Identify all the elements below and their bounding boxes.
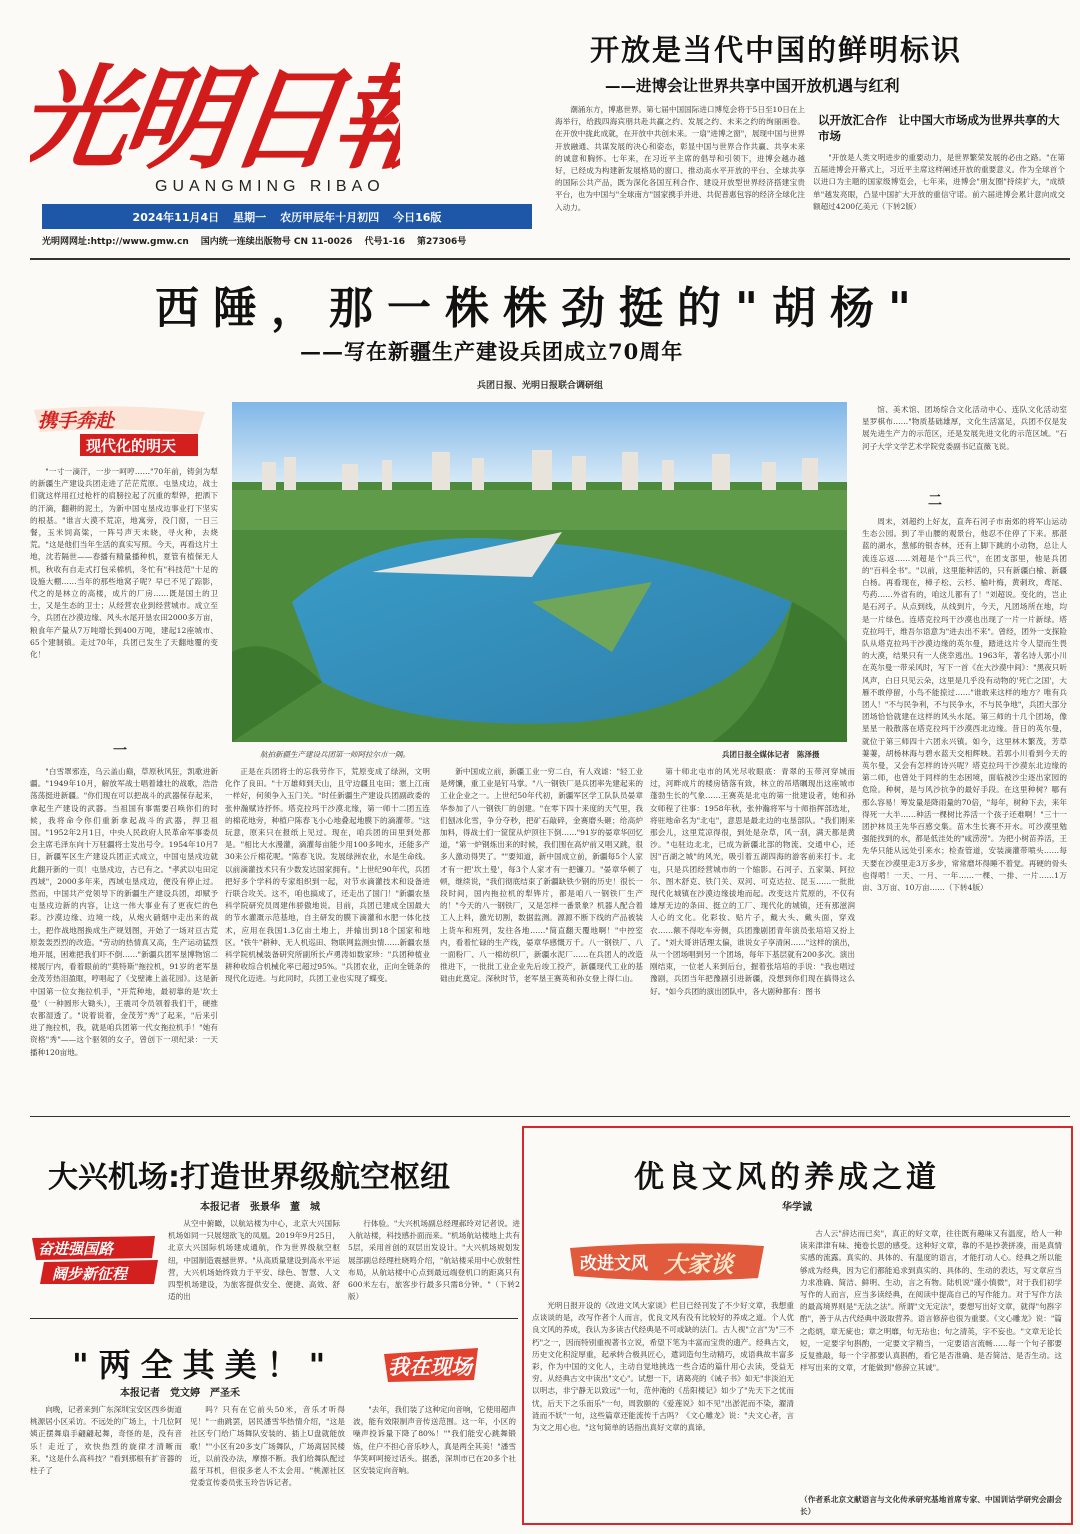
feature-column-e2 [862,516,1067,1104]
photo-caption: 航拍新疆生产建设兵团第一师阿拉尔市一隅。 [260,750,410,759]
feature-body-d: 第十师北屯市的风光尽收眼底：青翠的玉带河穿城而过，河畔成片的楼房错落有致，林立的吊塔瞩现出这座城市蓬勃生长的气象……王赛英是北屯的第一批建设者，她和孙女师程了往事：1958年秋，张仲瀚将军与十师指挥部选址，将驻地命名为"北屯"，意思是最北边的屯垦部队。"我们刚来那会儿，这里荒凉得很，到处是杂草，风一刮，满天都是黄沙。"屯驻边北北，已成为新疆北部的物流、交通中心，还因"百湖之城"的风光，吸引着五湖四海的游客前来打卡。北屯，只是兵团经营城市的一个缩影。石河子、五家渠、阿拉尔、图木舒克、铁门关、双河、可克达拉、昆玉……一批批现代化城镇在沙漠边缘拔地而起。改变这片荒原的，不仅有雄厚无边的条田、挺立的工厂、现代化的城镇，还有那滋润人心的文化。化彩妆、贴片子，戴大头、戴头面，穿戏衣……额不得吃车旁侧，兵团豫剧团青年演员张培培又扮上了。"刘大哥讲话理太偏，谁说女子享清闲……"这样的演出，从一个团场唱到另一个团场，每年下基层就有200多次。演出刚结束，一位老人来到后台，握着张培培的手说："我也唱过豫剧，兵团当年把豫剧引进新疆，没想到你们现在搞得这么好。"如今兵团的演出团队中，各大剧种都有：图书 [650,767,855,996]
issue-weekday: 星期一 [233,210,267,224]
section-two-marker: 二 [928,493,942,509]
masthead-pinyin: GUANGMING RIBAO [155,178,385,195]
lead-body-2: "开放是人类文明进步的重要动力，是世界繁荣发展的必由之路。"在第五届进博会开幕式上，习近平主席这样阐述开放的重要意义。作为全球首个以进口为主题的国家级博览会，七年来，进博会"朋友圈"持续扩大，"成绩单"越发亮眼，凸显中国扩大开放的重信守诺。前六届进博会累计意向成交额超过4200亿美元（下转2版） [813,153,1065,211]
feature-body-a2: "白雪罩邪连，乌云盖山巅，草原秋风狂，凯歌进新疆。"1949年10月，解放军战士唱着雄壮的战歌，浩浩荡荡挺进新疆。"你们现在可以把战斗的武器保存起来，拿起生产建设的武器。当祖国有事需要召唤你们的时候，我将命令你们重新拿起战斗的武器，捍卫祖国。"1952年2月1日，中央人民政府人民革命军事委员会主席毛泽东向十万驻疆将士发出号令。1954年10月7日，新疆军区生产建设兵团正式成立，中国屯垦戍边就此翻开新的一页！屯垦戍边，古已有之。"孝武以屯田定西域"，2000多年来，西域屯垦戍边，便没有停止过。然而，中国共产党领导下的新疆生产建设兵团，却赋予屯垦戍边新的内容，让这一伟大事业有了更夜烂的色彩。沙漠边缘、边境一线，从炮火硝烟中走出来的战士，把作战地图换成生产规划图，开始了一场对亘古荒原轰轰烈烈的改造。"劳动的热情真又高，生产运动猛烈地开展，困难把我们吓不倒……"新疆兵团军垦博物馆二楼展厅内，看着眼前的"莫特斯"拖拉机，91岁的老军垦金茂芳热泪盈眶，哼唱起了《戈壁滩上盖花园》。这是新中国第一位女拖拉机手，"开荒种地，最初靠的是'坎土曼'（一种圆形大锄头），王震司令员领着我们干，硬推农都湿透了。"说着说着，金茂芳"秀"了起来，"后来引进了拖拉机，我，就是咱兵团第一代女拖拉机手！"她有资格"秀"——这个驱领的女子，曾创下一项纪录：一天播种120亩地。 [30,767,218,1057]
badge-text-2: 现代化的明天 [86,437,177,455]
feature-body-b: 正是在兵团将士的忘我劳作下，荒原变成了绿洲，文明化作了良田。"十万雄师到天山，且守边疆且屯田；塞上江南一样好，何须争入玉门关。"时任新疆生产建设兵团副政委的张仲瀚赋诗抒怀。塔克拉玛干沙漠北缘，第一师十二团五连的棉花地旁，种植户陈春飞小心地叠起地膜下的滴灌带。"这玩意，原来只在报纸上见过。现在，咱兵团的田里到处都是。"相比大水漫灌，滴灌每亩能少用100多吨水，还能多产30来公斤棉花呢。"陈春飞说。发展绿洲农业，水是生命线。以前滴灌技术只有少数发达国家拥有。"上世纪90年代，兵团把好多个学科的专家组织到一起，对节水滴灌技术和设备进行联合攻关。这不，咱也搞成了，还走出了国门！"新疆农垦科学院研究员周建伟骄傲地说。目前，兵团已建成全国最大的节水灌溉示范基地，自主研发的膜下滴灌和水肥一体化技术，应用在我国1.3亿亩土地上，并输出到18个国家和地区。"铁牛"耕种、无人机巡田、物联网监测虫情……新疆农垦科学院机械装备研究所副所长卢勇涛如数家珍："兵团种植业耕种收综合机械化率已超过95%。"兵团农业，正向全链条的现代化迈进。与此同时，兵团工业也实现了蝶变。 [225,767,430,984]
liangquan-body-1: 向晚，记者来到广东深圳宝安区西乡街道桃源居小区采访。不远处的广场上，十几位阿姨正摆舞扇手翩翩起舞，奇怪的是，没有音乐！走近了，欢快热烈的旋律才清晰而来。"这是什么高科技？"看到那根有扩音器的柱子了 [30,1405,182,1476]
wenfeng-headline[interactable]: 优良文风的养成之道 [634,1160,940,1195]
cn-number: 国内统一连续出版物号 CN 11-0026 [200,237,353,247]
feature-column-b [225,766,430,1104]
feature-column-d [650,766,855,1104]
lead-column-2 [813,152,1065,250]
wenfeng-signature-block [800,1494,1062,1522]
lead-column-1 [555,104,805,250]
feature-body-e: 馆、美术馆、团场综合文化活动中心、连队文化活动室星罗棋布……"物质基础雄厚，文化生活富足，兵团不仅是发展先进生产力的示范区，还是发展先进文化的示范区域。"石河子大学文学艺术学院党委副书记直薇飞说。 [862,405,1067,451]
liangquan-badge [382,1346,480,1384]
feature-column-c [440,766,643,1104]
section-one-marker: 一 [113,743,127,759]
feature-byline: 兵团日报、光明日报联合调研组 [476,381,603,391]
feature-body-a: "一寸一滴汗，一步一呵哼……"70年前，铸剑为犁的新疆生产建设兵团走进了茫茫荒原。屯垦戍边，战士们就这样用扛过枪杆的肩膀拉起了沉重的犁铧，把洒下的汗滴，翻耕的泥土，为新中国屯垦戍边事业打下坚实的根基。"谁言大漠不荒凉，地寓旁，没门窗，一日三餐，玉米饲高粱，一阵号声天未晓，寻火种，去烧荒。"这是他们当年生活的真实写照。今天，再看这片土地，沈若隔世——春播有精量播种机，夏管有植保无人机，秋收有自走式打包采棉机，冬忙有"科技范"十足的设施大棚……当年的那些地窝子呢？早已不见了踪影，代之的是林立的高楼，成片的厂房……既是国土的卫士，又是生态的卫士；从经营农业到经营城市。成立至今，兵团在沙漠边缘、风头水尾开垦农田2000多万亩，粮食年产量从7万吨增长到400万吨，建起12座城市、65个建制镇。走过70年，兵团已发生了天翻地覆的变化！ [30,467,218,660]
top-rule [30,258,1070,260]
feature-body-c: 新中国成立前，新疆工业一穷二白，有人戏谑："轻工业是烤馕，重工业是钉马掌。"八一钢铁厂是兵团率先建起来的工业企业之一。上世纪50年代初，新疆军区学工队队员晏章华参加了八一钢铁厂的创建。"在零下四十来度的天气里，我们刨冰化雪，争分夺秒，把矿石敲碎，金赛磨头砸；给高炉加料，得战士们一筐筐从炉顶往下倒……"91岁的晏章华回忆道，"第一炉钢炼出来的时候，我们围在高炉前又唱又跳，很多人激动得哭了。""要知道，新中国成立前，新疆每5个人家才有一把'坎土曼'，每3个人家才有一把镰刀。"晏章华顿了顿，继续说，"我们彻底结束了新疆缺铁少钢的历史！很长一段时间，国内拖拉机的犁铧片，都是咱八一钢铁厂生产的！"今天的八一钢铁厂，又是怎样一番景象？机器人配合着工人上料，激光切割，数据监测。源源不断下线的产品被装上货车和班列，发往各地……"简直翻天覆地啊！"中控室内，看着忙碌的生产线，晏章华感慨万千。八一钢铁厂、八一面粉厂、八一棉纺织厂，新疆水泥厂……在兵团人的改造推进下，一批批工业企业先后竣工投产，新疆现代工业的基础由此奠定。深秋时节，老军垦王赛英和孙女登上得仁山。 [440,767,643,984]
logo-calligraphy: 光明日報 [30,52,400,180]
feature-subheadline: ——写在新疆生产建设兵团成立70周年 [300,339,684,364]
daxing-reporters: 本报记者 张景华 董 城 [200,1202,320,1213]
daxing-badge-text-2: 阔步新征程 [52,1265,128,1283]
lead-subheadline: ——进博会让世界共享中国开放机遇与红利 [605,77,900,95]
daxing-body-1: 从空中俯瞰，以航站楼为中心，北京大兴国际机场如同一只展翅欲飞的凤凰。2019年9月25日，北京大兴国际机场建成通航，作为世界级航空枢纽，中国制造震撼世界。"从高质量建设到高水平运营，大兴机场始终致力于平安、绿色、智慧、人文四型机场建设，为旅客提供安全、便捷、高效、舒适的出 [168,1219,340,1302]
liangquan-body-3: "去年，我们装了这种定向音响，它使用超声波，能有效限制声音传送范围。这一年，小区的噪声投诉量下降了80%！""我们能安心跳舞锻炼，住户不担心音乐吵人，真是两全其美！"潘雪华笑呵呵接过话头。据悉，深圳市已在20多个社区安装定向音响。 [353,1405,516,1476]
daxing-body-2: 行体验。"大兴机场副总经理郝玲对记者说。进入航站楼，科技感扑面而来。"机场航站楼地上共有5层，采用首创的双层出发设计。"大兴机场规划发展部副总经理杜晓鸣介绍，"航站楼采用中心放射性布局，从航站楼中心点到最远端登机口的距离只有600米左右，旅客步行最多只需8分钟。"（下转2版） [348,1219,520,1302]
feature-headline[interactable]: 西陲，那一株株劲挺的"胡杨" [155,283,925,334]
issue-date: 2024年11月4日 [132,210,220,224]
photo-credit: 兵团日报全媒体记者 陈泽摄 [722,750,820,759]
feature-body-e2: 周末，刘超约上好友，直奔石河子市南郊的将军山运动生态公园。到了半山腰的观景台，他忍不住停了下来。那湛蓝的湖水，葱郁的银杏林，还有上脚下跳的小动物，总让人流连忘返……刘超是个"兵三代"，在团支部里，他是兵团的"百科全书"。"以前，这里能种活的，只有新疆白榆、新疆白杨。再看现在，樟子松、云杉、榆叶梅，黄刺玫，鸢尾、芍药……外省有的，咱这儿都有了！"刘超说。变化的，岂止是石河子。从点到线，从线到片，今天，凡团场所在地，均是一片绿色。连塔克拉玛干沙漠也出现了一片一片新绿。塔克拉玛干，维吾尔语意为"进去出不来"。曾经，团外一支探险队从塔克拉玛干沙漠边缘的英尔曼，踏进这片令人望而生畏的大漠，结果只有一人侥幸逃出。1963年，著名诗人郭小川在英尔曼一带采风时，写下一首《在大沙漠中间》："黑夜只听风声，白日只见云朵，这里是几乎没有动物的'死亡之国'，大雁不敢停留，小鸟不能掠过……"谁敢来这样的地方？唯有兵团人！"不与民争利，不与民争水，不与民争地"，兵团大部分团场恰恰就建在这样的风头水尾。第三师的十几个团场，像星星一般散落在塔克拉玛干沙漠西北边缘。昔日的英尔曼，就位于第三师四十六团永兴镇。如今，这里林木繁茂，芳草萋萋，胡杨林海与碧水蓝天交相辉映。若郭小川看到今天的英尔曼，又会有怎样的诗兴呢？塔克拉玛干沙漠东北边缘的第二师，也曾处于同样的生态困境，面临被沙尘逐出家园的危险。种树，是与风沙抗争的最好手段。在这里种树？哪有那么容易！筹发量是降雨量的70倍，"每年，树种下去，来年得死一大半……种活一棵树比养活一个孩子还难啊！"三十一团护林员王先华百感交集。苗木生长赛不开水。可沙漠里勉强能找到的水，都是低洼处的"咸涝涝"。为把小树苗养活，王先华只能从远处引来水；检查管道，安装滴灌带喷头……每天要在沙漠里走3万多步，常常磨坏得睡不着觉。再硬的骨头也得啃！一天、一月、一年……一棵、一排、一片……1万亩、3万亩、10万亩……（下转4版） [862,517,1067,893]
daxing-column-1 [168,1218,340,1306]
lead-body-1: 潮涌东方，博惠世界。第七届中国国际进口博览会将于5日至10日在上海举行，给践四海宾朋共赴共赢之约、发展之约、未来之约的绚丽画卷。在开放中拢此成就，在开放中共创未来。一扇"进博之窗"，展现中国与世界开放融通、共谋发展的决心和姿态，彰显中国与世界合作共赢、共享未来的诚意和胸怀。七年来，在习近平主席的倡导和引领下，进博会越办越好，已经成为构建新发展格局的窗口、推动高水平开放的平台、全球共享的国际公共产品，既为深化各国互利合作、建设开放型世界经济搭建宝贵平台，也为中国与"全球南方"国家携手并进、共促普惠包容的经济全球化注入动力。 [555,105,805,212]
daxing-headline[interactable]: 大兴机场:打造世界级航空枢纽 [48,1160,450,1195]
wenfeng-body-2: 古人云"辞达而已矣"，真正的好文章，往往既有趣味又有温度，给人一种读来津津有味、掩卷长思的感受。这种好文章，靠的不是抄袭拼凑，而是真情实感的流露。真实的、具体的、有温度的语言，才能打动人心。经典之所以能够成为经典，因为它们都能追求到真实的、具体的、生动的表达，写文章应当力求准确、简洁、鲜明、生动，言之有物。陆机说"谨小慎微"，对于我们初学写作的人而言，应当多读经典，在阅读中提高自己的写作能力。对于写作方法的最高境界则是"无法之法"。所谓"文无定法"，要想写出好文章，就得"句斟字酌"，善于从古代经典中汲取营养。语言修辞也很为重要。《文心雕龙》说："篇之彪炳，章无疵也；章之明靡，句无玷也；句之清英，字不妄也。"文章无论长短，一定要字句斟酌，一定要文字精当，一定要语言流畅……每一个句子都要反复推敲，每一个字都要认真斟酌，看它是否准确、是否简洁、是否生动。这样写出来的文章，才能做到"修辞立其诚"。 [800,1229,1062,1373]
daxing-column-2 [348,1218,520,1306]
date-bar [42,204,532,229]
website-link[interactable]: 光明网网址:http://www.gmw.cn [42,237,189,247]
feature-column-a2 [30,766,218,1104]
wenfeng-badge [568,1236,768,1286]
feature-photo [232,402,847,742]
badge-text-1: 携手奔赴 [38,410,115,432]
feature-column-a [30,466,218,744]
daxing-badge [30,1234,160,1286]
liangquan-headline[interactable]: "两全其美！" [72,1346,336,1384]
lead-headline[interactable]: 开放是当代中国的鲜明标识 [590,33,963,67]
wenfeng-column-1 [532,1300,794,1512]
wenfeng-badge-text-1: 改进文风 [580,1254,648,1274]
middle-rule [30,1116,1070,1117]
issue-lunar-date: 农历甲辰年十月初四 [280,210,380,224]
lead-side-title: 以开放汇合作 让中国大市场成为世界共享的大市场 [818,113,1060,143]
liangquan-badge-text: 我在现场 [388,1355,472,1379]
wenfeng-signature: （作者系北京文献语言与文化传承研究基地首席专家、中国训诂学研究会副会长） [800,1495,1062,1517]
liangquan-column-1 [30,1404,182,1512]
wenfeng-column-2 [800,1228,1062,1496]
lower-left-rule [30,1318,518,1319]
publication-info [42,234,466,247]
postal-code: 代号1-16 [364,237,405,247]
wenfeng-body-1: 光明日报开设的《改进文风大家谈》栏目已经刊发了不少好文章，我想重点谈谈的是，改写作者个人而言，优良文风有没有比较好的养成之道。个人优良文风的养成，我认为多读古代经典是不可或缺的法门。古人视"立言"为"三不朽"之一，因而特别重视著书立说，希望下笔为丰富而宝贵的遗产。经典古文，历史文化积淀厚重，起承转合极具匠心，遣词造句生动精巧，成语典故丰富多彩，作为中国的文化人，主动自觉地挑选一些合适的篇什用心去读，受益无穷。从经典古文中读出"文心"。试想一下，诸葛亮的《诫子书》如无"非淡泊无以明志，非宁静无以致远"一句，范仲淹的《岳阳楼记》如少了"先天下之忧而忧，后天下之乐而乐"一句，周敦颐的《爱莲说》如不见"出淤泥而不染，濯清涟而不妖"一句，这些篇章还能流传千古吗？《文心雕龙》说："夫文心者，言为文之用心也。"这句简单的话指出真好文章的真谛。 [532,1301,794,1433]
issue-number: 第27306号 [416,237,467,247]
wenfeng-badge-text-2: 大家谈 [664,1251,733,1278]
feature-column-e [862,404,1067,484]
liangquan-column-2 [190,1404,345,1512]
column-badge [30,404,215,460]
wenfeng-author: 华学诚 [782,1202,812,1213]
issue-pages: 今日16版 [393,210,442,224]
photo-trees [232,490,847,530]
liangquan-column-3 [353,1404,516,1512]
liangquan-reporters: 本报记者 党文婷 严圣禾 [120,1388,240,1399]
daxing-badge-text-1: 奋进强国路 [38,1240,114,1258]
masthead-logo [30,30,400,180]
liangquan-body-2: 吗？只有在它前头50米，音乐才听得见！"一曲跳罢，居民潘雪华热情介绍，"这是社区专门给广场舞队安装的、插上U盘就能放歌！""小区有20多支广场舞队，广场离居民楼近，以前没办法，摩擦不断。我们给舞队配过蓝牙耳机，但很多老人不太会用。"桃源社区党委宣传委员张玉玲告诉记者。 [190,1405,345,1488]
